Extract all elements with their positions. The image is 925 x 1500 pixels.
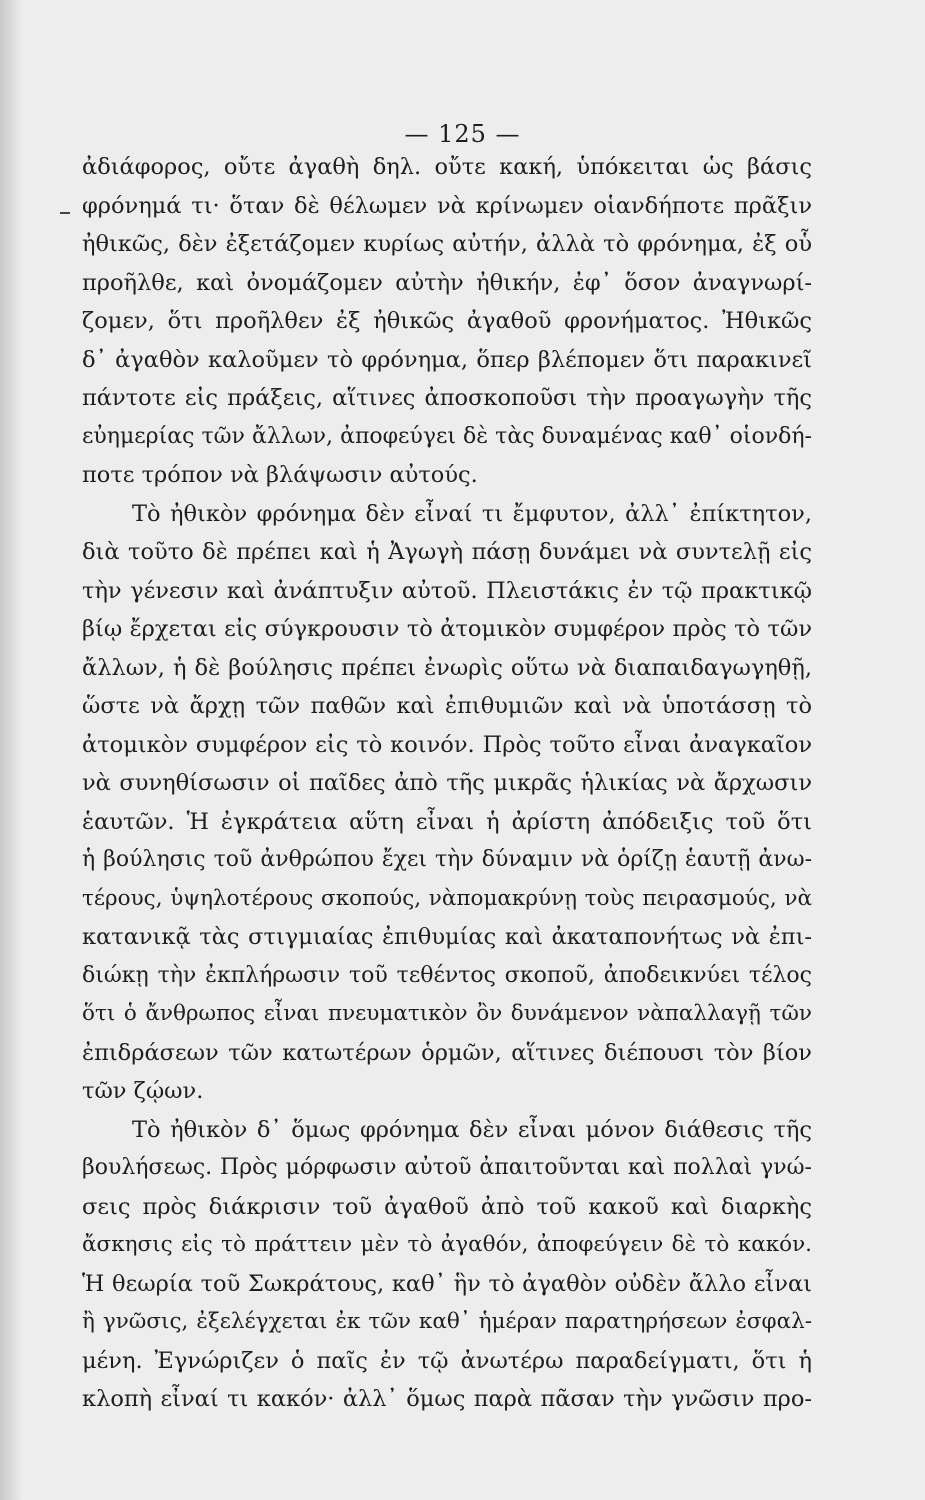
text-line: δ᾽ ἀγαθὸν καλοῦμεν τὸ φρόνημα, ὅπερ βλέπομεν ὅτι παρακινεῖ	[82, 346, 812, 373]
text-line: ἄσκησις εἰς τὸ πράττειν μὲν τὸ ἀγαθόν, ἀποφεύγειν δὲ τὸ κακόν.	[82, 1232, 812, 1257]
text-line: μένη. Ἐγνώριζεν ὁ παῖς ἐν τῷ ἀνωτέρω παραδείγματι, ὅτι ἡ	[82, 1347, 812, 1374]
text-line: ἢ γνῶσις, ἐξελέγχεται ἐκ τῶν καθ᾽ ἡμέραν παρατηρήσεων ἐσφαλ-	[82, 1309, 812, 1334]
text-line: ποτε τρόπον νὰ βλάψωσιν αὐτούς.	[82, 462, 478, 488]
text-line: κατανικᾷ τὰς στιγμιαίας ἐπιθυμίας καὶ ἀκαταπονήτως νὰ ἐπι-	[82, 924, 812, 950]
margin-mark	[60, 212, 70, 214]
text-line: ὅτι ὁ ἄνθρωπος εἶναι πνευματικὸν ὂν δυνάμενον νὰπαλλαγῇ τῶν	[82, 1001, 812, 1026]
text-line: ἑαυτῶν. Ἡ ἐγκράτεια αὕτη εἶναι ἡ ἀρίστη ἀπόδειξις τοῦ ὅτι	[82, 808, 812, 835]
text-line: φρόνημά τι· ὅταν δὲ θέλωμεν νὰ κρίνωμεν οἱανδήποτε πρᾶξιν	[82, 192, 812, 219]
text-line: διώκῃ τὴν ἐκπλήρωσιν τοῦ τεθέντος σκοποῦ, ἀποδεικνύει τέλος	[82, 962, 812, 988]
text-line: νὰ συνηθίσωσιν οἱ παῖδες ἀπὸ τῆς μικρᾶς ἡλικίας νὰ ἄρχωσιν	[82, 770, 812, 796]
page-number: — 125 —	[404, 120, 521, 148]
text-line: τέρους, ὑψηλοτέρους σκοπούς, νὰπομακρύνῃ τοὺς πειρασμούς, νὰ	[82, 885, 812, 911]
text-line: εὐημερίας τῶν ἄλλων, ἀποφεύγει δὲ τὰς δυναμένας καθ᾽ οἱονδή-	[82, 423, 812, 449]
text-line: Τὸ ἠθικὸν δ᾽ ὅμως φρόνημα δὲν εἶναι μόνον διάθεσις τῆς	[132, 1116, 812, 1143]
text-line: ἡ βούλησις τοῦ ἀνθρώπου ἔχει τὴν δύναμιν νὰ ὁρίζῃ ἑαυτῇ ἀνω-	[82, 847, 812, 872]
text-line: ἀδιάφορος, οὔτε ἀγαθὴ δηλ. οὔτε κακή, ὑπόκειται ὡς βάσις	[82, 154, 812, 180]
text-line: διὰ τοῦτο δὲ πρέπει καὶ ἡ Ἀγωγὴ πάσῃ δυνάμει νὰ συντελῇ εἰς	[82, 539, 812, 565]
text-line: ἄλλων, ἡ δὲ βούλησις πρέπει ἐνωρὶς οὕτω νὰ διαπαιδαγωγηθῇ,	[82, 654, 812, 681]
body-text	[82, 148, 812, 1419]
text-line: τὴν γένεσιν καὶ ἀνάπτυξιν αὐτοῦ. Πλειστάκις ἐν τῷ πρακτικῷ	[82, 577, 812, 604]
text-line: ἐπιδράσεων τῶν κατωτέρων ὁρμῶν, αἵτινες διέπουσι τὸν βίον	[82, 1039, 812, 1066]
text-line: ἀτομικὸν συμφέρον εἰς τὸ κοινόν. Πρὸς τοῦτο εἶναι ἀναγκαῖον	[82, 731, 812, 758]
text-line: ὥστε νὰ ἄρχῃ τῶν παθῶν καὶ ἐπιθυμιῶν καὶ νὰ ὑποτάσσῃ τὸ	[82, 693, 812, 719]
text-line: προῆλθε, καὶ ὀνομάζομεν αὐτὴν ἠθικήν, ἐφ᾽ ὅσον ἀναγνωρί-	[82, 269, 812, 296]
text-line: πάντοτε εἰς πράξεις, αἵτινες ἀποσκοποῦσι τὴν προαγωγὴν τῆς	[82, 385, 812, 411]
text-line: τῶν ζῴων.	[82, 1078, 204, 1104]
text-line: Ἡ θεωρία τοῦ Σωκράτους, καθ᾽ ἣν τὸ ἀγαθὸν οὐδὲν ἄλλο εἶναι	[82, 1270, 812, 1297]
text-line: κλοπὴ εἶναί τι κακόν· ἀλλ᾽ ὅμως παρὰ πᾶσαν τὴν γνῶσιν προ-	[82, 1386, 812, 1412]
text-line: βουλήσεως. Πρὸς μόρφωσιν αὐτοῦ ἀπαιτοῦνται καὶ πολλαὶ γνώ-	[82, 1155, 812, 1180]
text-line: σεις πρὸς διάκρισιν τοῦ ἀγαθοῦ ἀπὸ τοῦ κακοῦ καὶ διαρκὴς	[82, 1193, 812, 1220]
text-line: βίῳ ἔρχεται εἰς σύγκρουσιν τὸ ἀτομικὸν συμφέρον πρὸς τὸ τῶν	[82, 616, 812, 642]
text-line: Τὸ ἠθικὸν φρόνημα δὲν εἶναί τι ἔμφυτον, ἀλλ᾽ ἐπίκτητον,	[132, 500, 812, 527]
text-line: ἠθικῶς, δὲν ἐξετάζομεν κυρίως αὐτήν, ἀλλὰ τὸ φρόνημα, ἐξ οὗ	[82, 231, 812, 257]
text-line: ζομεν, ὅτι προῆλθεν ἐξ ἠθικῶς ἀγαθοῦ φρονήματος. Ἠθικῶς	[82, 308, 812, 334]
